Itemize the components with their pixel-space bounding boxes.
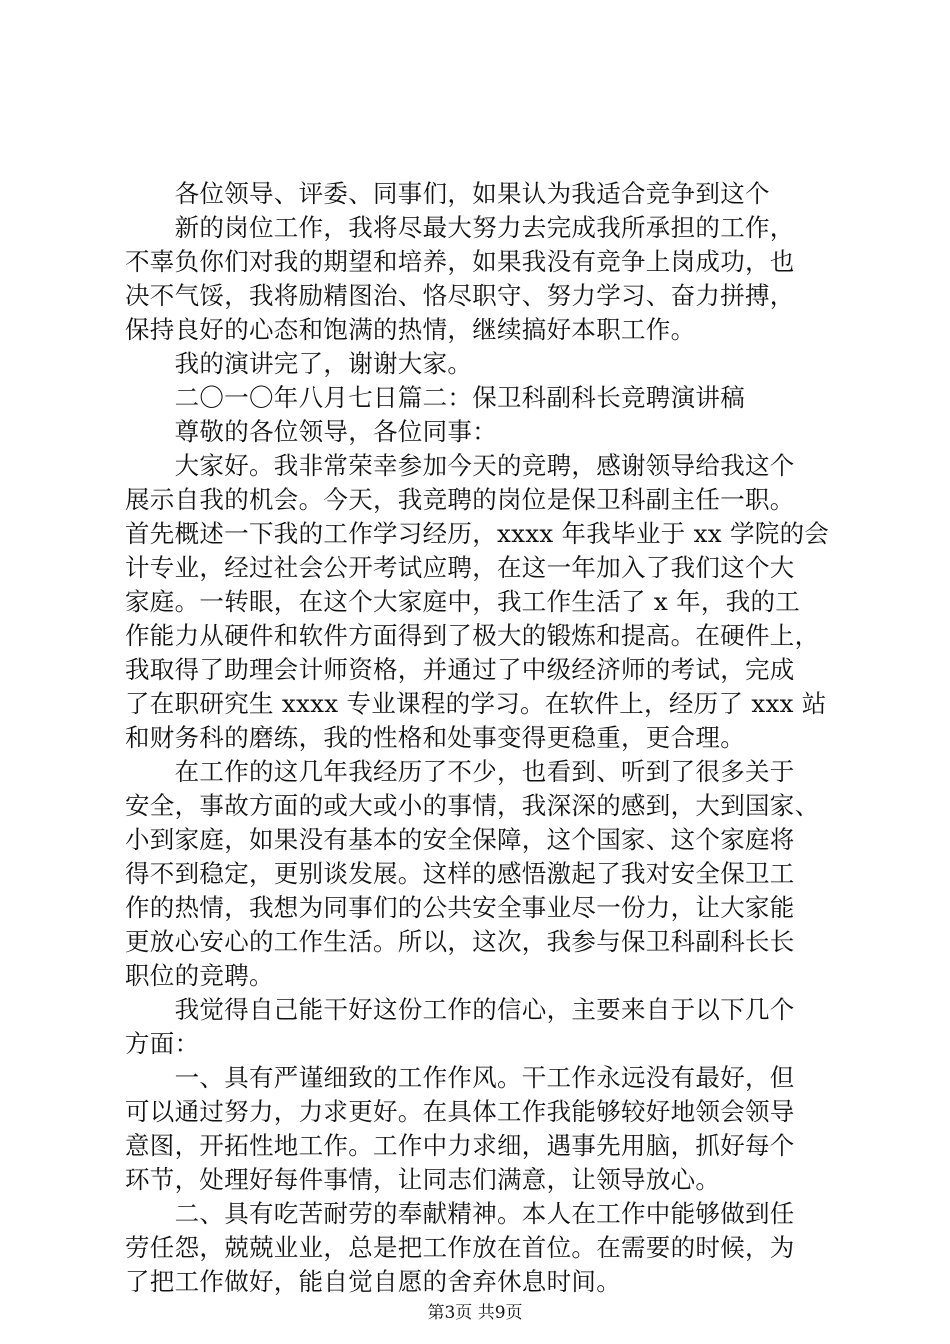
text-line: 更放心安心的工作生活。所以，这次，我参与保卫科副科长长 bbox=[125, 927, 795, 956]
text-line: 各位领导、评委、同事们，如果认为我适合竞争到这个 bbox=[125, 179, 770, 208]
text-line: 首先概述一下我的工作学习经历，xxxx 年我毕业于 xx 学院的会 bbox=[125, 519, 830, 548]
text-line: 了把工作做好，能自觉自愿的舍弃休息时间。 bbox=[125, 1267, 621, 1296]
text-line: 和财务科的磨练，我的性格和处事变得更稳重，更合理。 bbox=[125, 723, 745, 752]
text-line: 决不气馁，我将励精图治、恪尽职守、努力学习、奋力拼搏， bbox=[125, 281, 795, 310]
text-line: 我的演讲完了，谢谢大家。 bbox=[125, 349, 473, 378]
salutation: 尊敬的各位领导，各位同事： bbox=[125, 417, 497, 446]
section-heading: 二〇一〇年八月七日篇二：保卫科副科长竞聘演讲稿 bbox=[125, 383, 745, 412]
text-line: 我觉得自己能干好这份工作的信心，主要来自于以下几个 bbox=[125, 995, 795, 1024]
text-line: 家庭。一转眼，在这个大家庭中，我工作生活了 x 年，我的工 bbox=[125, 587, 801, 616]
text-line: 可以通过努力，力求更好。在具体工作我能够较好地领会领导 bbox=[125, 1097, 795, 1126]
text-line: 意图，开拓性地工作。工作中力求细，遇事先用脑，抓好每个 bbox=[125, 1131, 795, 1160]
text-line: 新的岗位工作，我将尽最大努力去完成我所承担的工作， bbox=[125, 213, 795, 242]
text-line: 展示自我的机会。今天，我竞聘的岗位是保卫科副主任一职。 bbox=[125, 485, 795, 514]
text-line: 职位的竞聘。 bbox=[125, 961, 274, 990]
text-line: 方面： bbox=[125, 1029, 200, 1058]
text-line: 二、具有吃苦耐劳的奉献精神。本人在工作中能够做到任 bbox=[125, 1199, 795, 1228]
text-line: 作能力从硬件和软件方面得到了极大的锻炼和提高。在硬件上， bbox=[125, 621, 820, 650]
text-line: 得不到稳定，更别谈发展。这样的感悟激起了我对安全保卫工 bbox=[125, 859, 795, 888]
text-line: 一、具有严谨细致的工作作风。干工作永远没有最好，但 bbox=[125, 1063, 795, 1092]
text-line: 我取得了助理会计师资格，并通过了中级经济师的考试，完成 bbox=[125, 655, 795, 684]
text-line: 安全，事故方面的或大或小的事情，我深深的感到，大到国家、 bbox=[125, 791, 820, 820]
text-line: 作的热情，我想为同事们的公共安全事业尽一份力，让大家能 bbox=[125, 893, 795, 922]
text-line: 计专业，经过社会公开考试应聘，在这一年加入了我们这个大 bbox=[125, 553, 795, 582]
text-line: 小到家庭，如果没有基本的安全保障，这个国家、这个家庭将 bbox=[125, 825, 795, 854]
text-line: 了在职研究生 xxxx 专业课程的学习。在软件上，经历了 xxx 站 bbox=[125, 689, 827, 718]
text-line: 大家好。我非常荣幸参加今天的竞聘，感谢领导给我这个 bbox=[125, 451, 795, 480]
page-footer: 第3页 共9页 bbox=[427, 1303, 523, 1323]
text-line: 在工作的这几年我经历了不少，也看到、听到了很多关于 bbox=[125, 757, 795, 786]
text-line: 劳任怨，兢兢业业，总是把工作放在首位。在需要的时候，为 bbox=[125, 1233, 795, 1262]
text-line: 保持良好的心态和饱满的热情，继续搞好本职工作。 bbox=[125, 315, 696, 344]
text-line: 不辜负你们对我的期望和培养，如果我没有竞争上岗成功，也 bbox=[125, 247, 795, 276]
text-line: 环节，处理好每件事情，让同志们满意，让领导放心。 bbox=[125, 1165, 721, 1194]
